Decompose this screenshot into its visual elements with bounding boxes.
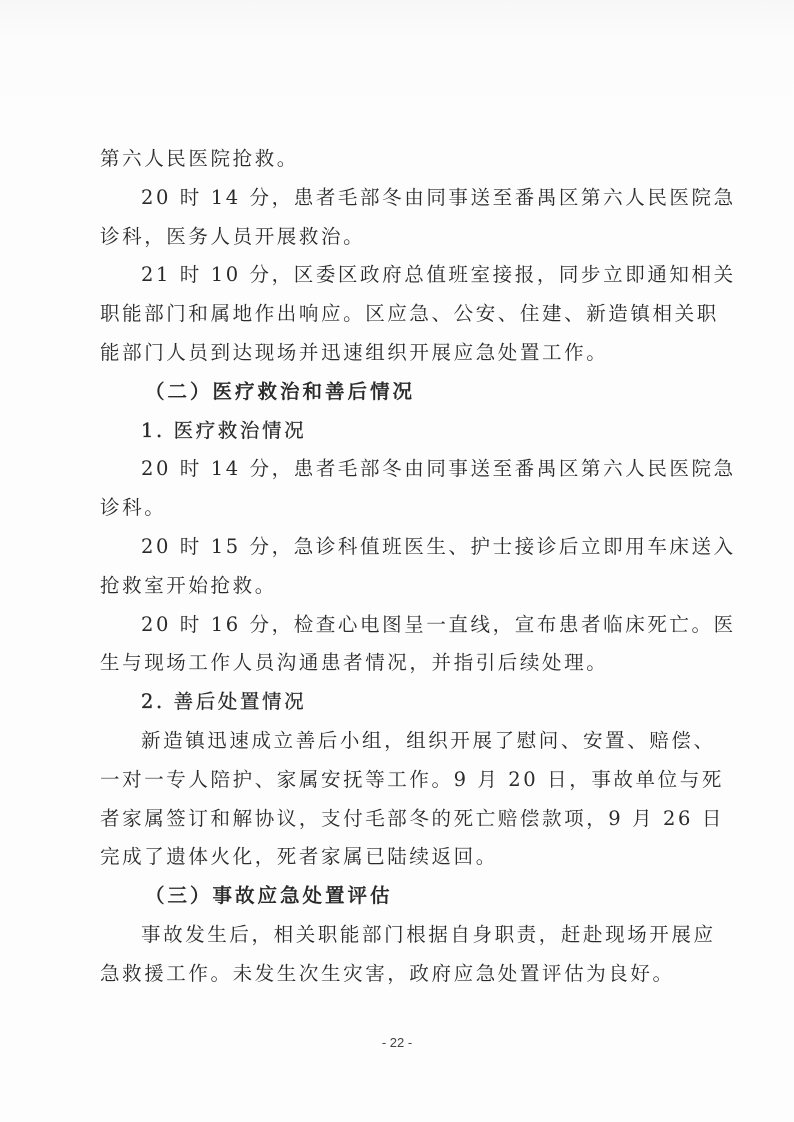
- paragraph-line: 一对一专人陪护、家属安抚等工作。9 月 20 日，事故单位与死: [100, 767, 724, 791]
- paragraph-line: 完成了遗体火化，死者家属已陆续返回。: [100, 845, 498, 869]
- paragraph-line: 抢救室开始抢救。: [100, 573, 277, 597]
- section-heading-emergency-response-evaluation: （三）事故应急处置评估: [145, 884, 393, 908]
- paragraph-line: 能部门人员到达现场并迅速组织开展应急处置工作。: [100, 340, 609, 364]
- paragraph-line-first: 20 时 15 分，急诊科值班医生、护士接诊后立即用车床送入: [141, 534, 736, 558]
- paragraph-line-first: 21 时 10 分，区委区政府总值班室接报，同步立即通知相关: [141, 263, 736, 287]
- paragraph-line-first: 20 时 14 分，患者毛部冬由同事送至番禺区第六人民医院急: [141, 457, 736, 481]
- page-number: - 22 -: [381, 1035, 413, 1050]
- paragraph-line-first: 20 时 16 分，检查心电图呈一直线，宣布患者临床死亡。医: [141, 612, 736, 636]
- subsection-heading-aftermath-handling: 2. 善后处置情况: [141, 690, 307, 714]
- paragraph-continuation-line: 第六人民医院抢救。: [100, 147, 299, 170]
- paragraph-line: 急救援工作。未发生次生灾害，政府应急处置评估为良好。: [100, 961, 675, 985]
- paragraph-line: 生与现场工作人员沟通患者情况，并指引后续处理。: [100, 651, 609, 675]
- paragraph-line-first: 事故发生后，相关职能部门根据自身职责，赶赴现场开展应: [141, 922, 716, 946]
- paragraph-line: 者家属签订和解协议，支付毛部冬的死亡赔偿款项，9 月 26 日: [100, 806, 724, 830]
- paragraph-line: 诊科。: [100, 496, 167, 520]
- section-heading-medical-treatment-aftermath: （二）医疗救治和善后情况: [145, 379, 416, 403]
- paragraph-line-first: 20 时 14 分，患者毛部冬由同事送至番禺区第六人民医院急: [141, 185, 736, 209]
- paragraph-line-first: 新造镇迅速成立善后小组，组织开展了慰问、安置、赔偿、: [141, 728, 716, 752]
- paragraph-line: 职能部门和属地作出响应。区应急、公安、住建、新造镇相关职: [100, 302, 719, 326]
- paragraph-line: 诊科，医务人员开展救治。: [100, 224, 366, 248]
- document-body: [100, 144, 736, 998]
- subsection-heading-medical-treatment: 1. 医疗救治情况: [141, 418, 307, 442]
